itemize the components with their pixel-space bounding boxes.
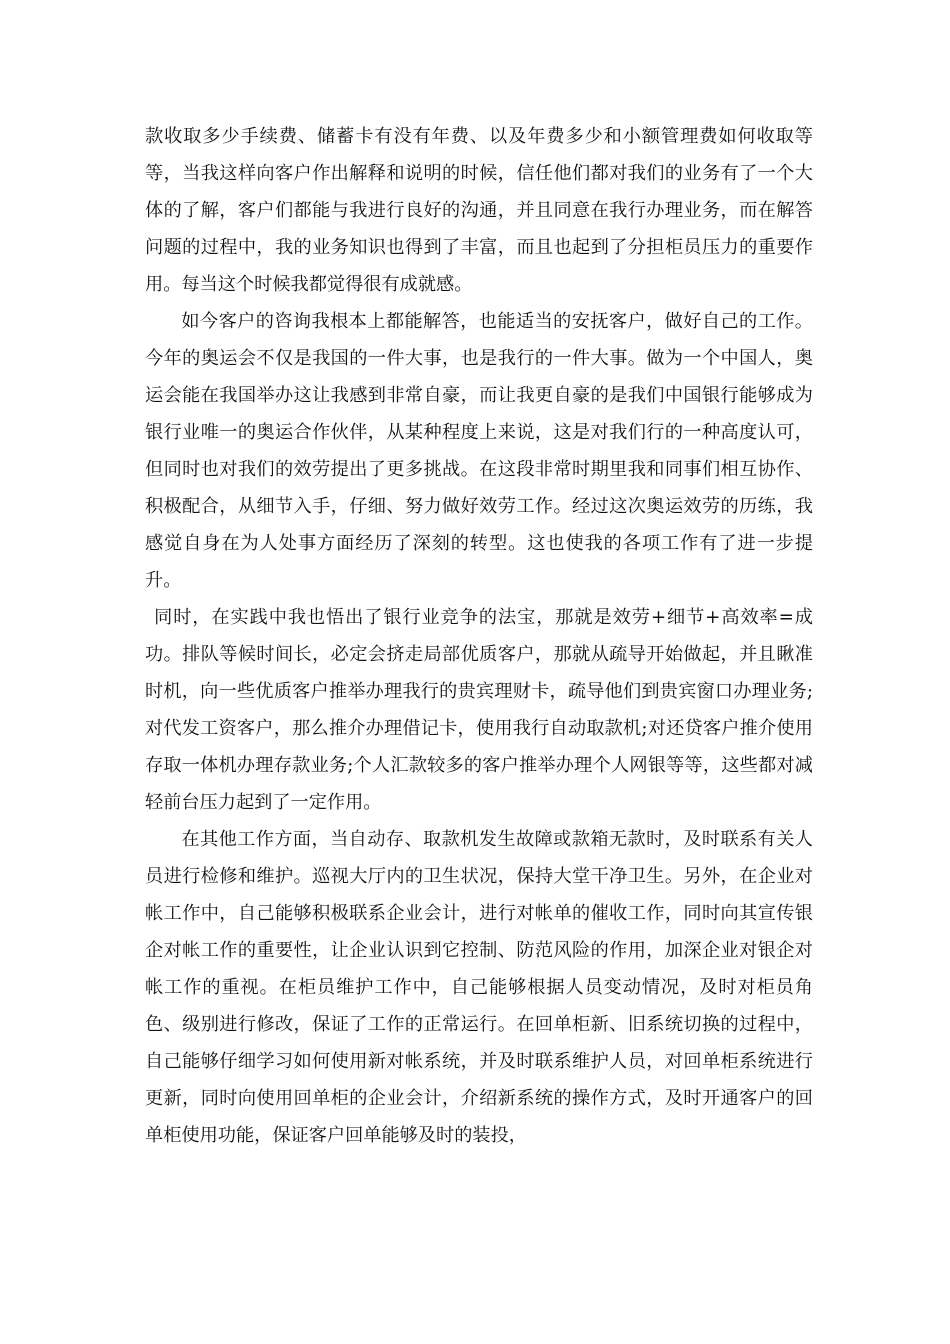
paragraph-2: 如今客户的咨询我根本上都能解答，也能适当的安抚客户，做好自己的工作。今年的奥运会不仅是我国的一件大事，也是我行的一件大事。做为一个中国人，奥运会能在我国举办这让我感到非常自豪，而让我更自豪的是我们中国银行能够成为银行业唯一的奥运合作伙伴，从某种程度上来说，这是对我们行的一种高度认可，但同时也对我们的效劳提出了更多挑战。在这段非常时期里我和同事们相互协作、积极配合，从细节入手，仔细、努力做好效劳工作。经过这次奥运效劳的历练，我感觉自身在为人处事方面经历了深刻的转型。这也使我的各项工作有了进一步提升。 bbox=[145, 311, 813, 591]
paragraph-4: 在其他工作方面，当自动存、取款机发生故障或款箱无款时，及时联系有关人员进行检修和维护。巡视大厅内的卫生状况，保持大堂干净卫生。另外，在企业对帐工作中，自己能够积极联系企业会计，进行对帐单的催收工作，同时向其宣传银企对帐工作的重要性，让企业认识到它控制、防范风险的作用，加深企业对银企对帐工作的重视。在柜员维护工作中，自己能够根据人员变动情况，及时对柜员角色、级别进行修改，保证了工作的正常运行。在回单柜新、旧系统切换的过程中，自己能够仔细学习如何使用新对帐系统，并及时联系维护人员，对回单柜系统进行更新，同时向使用回单柜的企业会计，介绍新系统的操作方式，及时开通客户的回单柜使用功能，保证客户回单能够及时的装投， bbox=[145, 829, 813, 1146]
paragraph-1: 款收取多少手续费、储蓄卡有没有年费、以及年费多少和小额管理费如何收取等等，当我这样向客户作出解释和说明的时候，信任他们都对我们的业务有了一个大体的了解，客户们都能与我进行良好的沟通，并且同意在我行办理业务，而在解答问题的过程中，我的业务知识也得到了丰富，而且也起到了分担柜员压力的重要作用。每当这个时候我都觉得很有成就感。 bbox=[145, 126, 813, 295]
paragraph-3: 同时，在实践中我也悟出了银行业竞争的法宝，那就是效劳+细节+高效率=成功。排队等候时间长，必定会挤走局部优质客户，那就从疏导开始做起，并且瞅准时机，向一些优质客户推举办理我行的贵宾理财卡，疏导他们到贵宾窗口办理业务;对代发工资客户，那么推介办理借记卡，使用我行自动取款机;对还贷客户推介使用存取一体机办理存款业务;个人汇款较多的客户推举办理个人网银等等，这些都对减轻前台压力起到了一定作用。 bbox=[145, 607, 813, 813]
document-body bbox=[145, 118, 813, 1154]
